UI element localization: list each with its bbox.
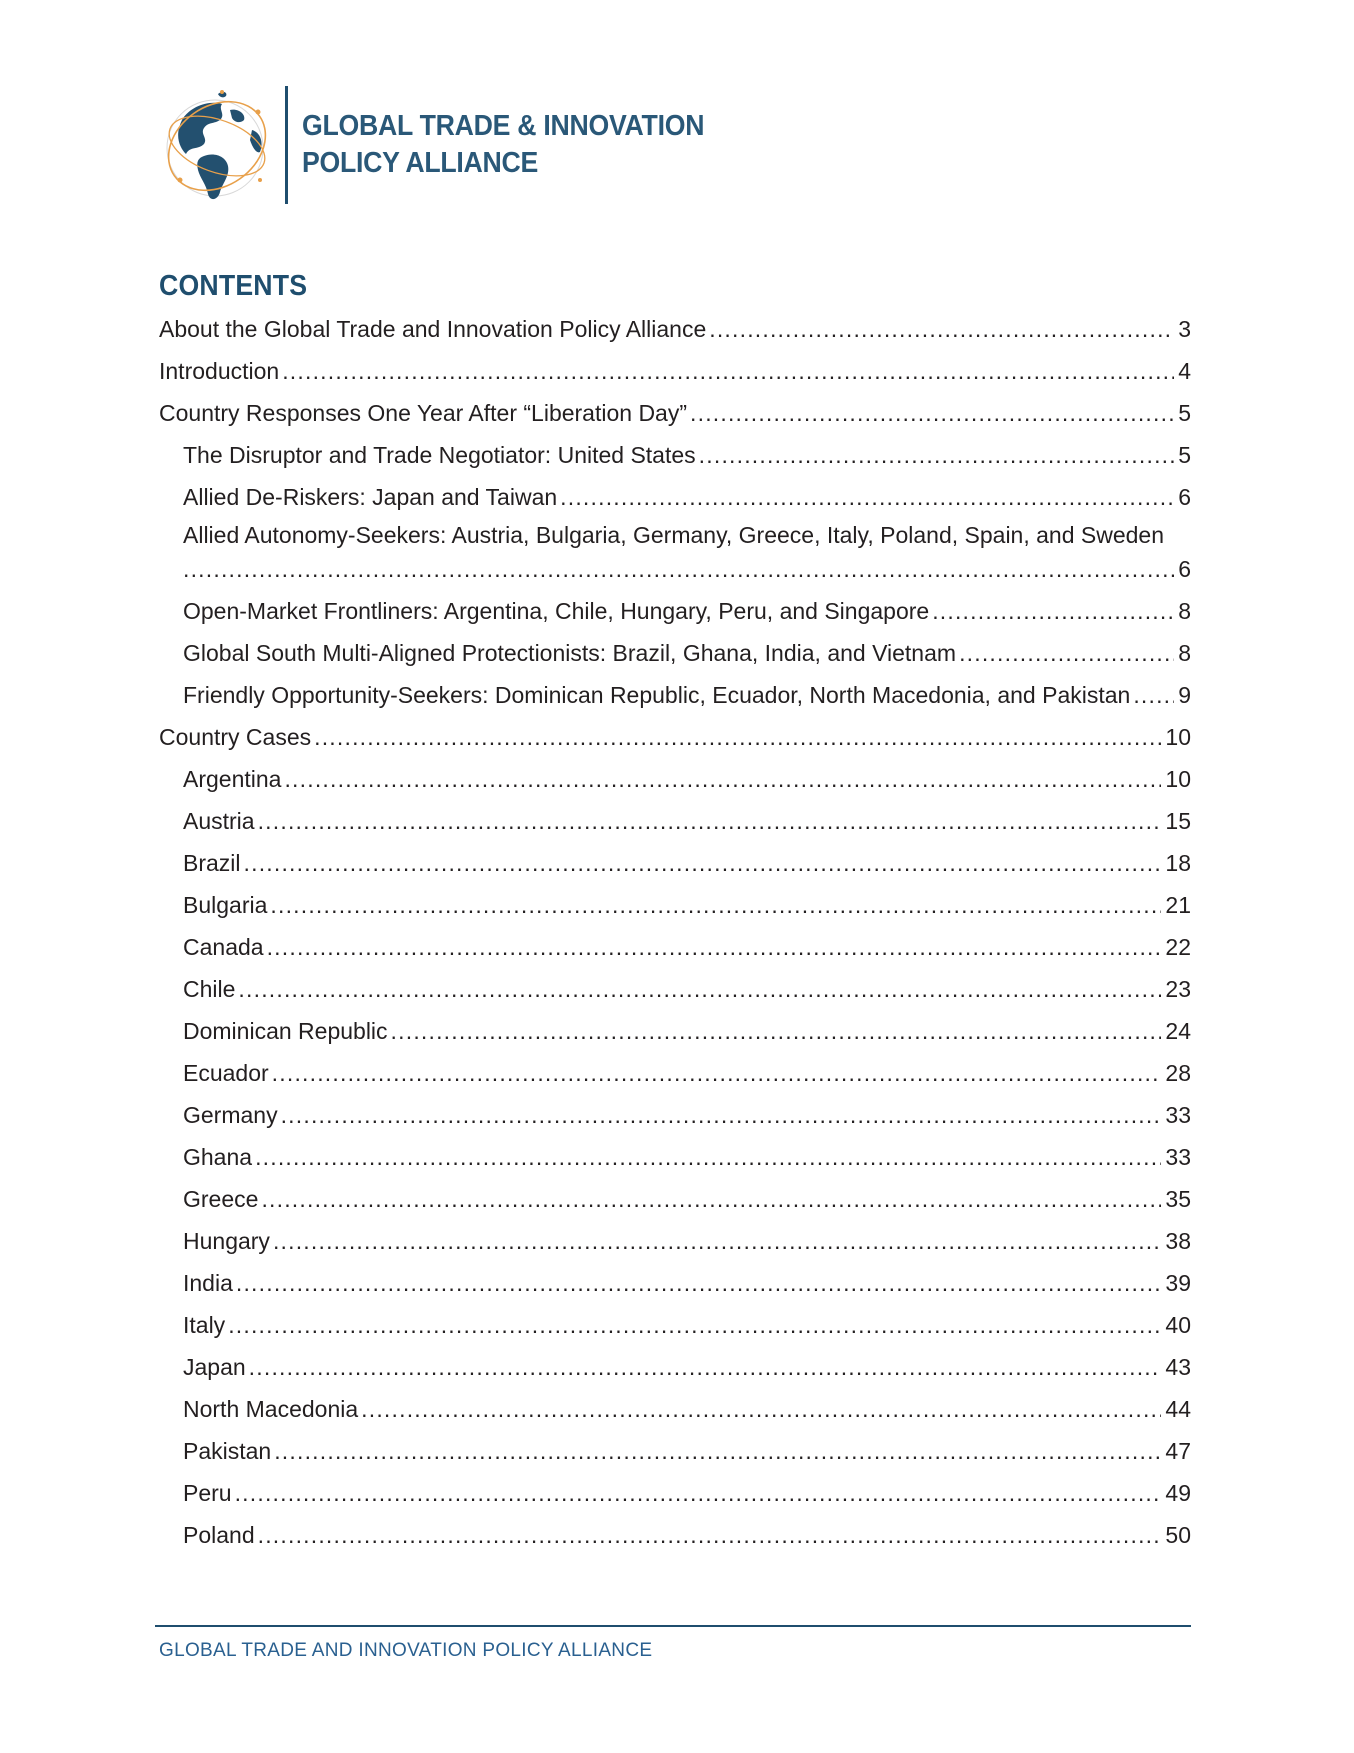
toc-dot-leader bbox=[258, 800, 1162, 842]
toc-entry-page: 23 bbox=[1165, 976, 1191, 1002]
toc-dot-leader bbox=[274, 1430, 1161, 1472]
toc-entry-title: Country Responses One Year After “Liberation Day” bbox=[159, 400, 688, 426]
toc-entry-page: 22 bbox=[1165, 934, 1191, 960]
contents-heading: CONTENTS bbox=[159, 270, 308, 302]
toc-dot-leader bbox=[267, 926, 1162, 968]
toc-entry[interactable] bbox=[159, 758, 1191, 800]
toc-entry-page: 21 bbox=[1165, 892, 1191, 918]
toc-entry-page: 35 bbox=[1165, 1186, 1191, 1212]
toc-entry-page: 33 bbox=[1165, 1144, 1191, 1170]
toc-entry-title: Canada bbox=[183, 934, 264, 960]
toc-dot-leader bbox=[236, 1262, 1162, 1304]
toc-entry-leader-line bbox=[183, 552, 1191, 586]
toc-entry-title: Greece bbox=[183, 1186, 259, 1212]
toc-dot-leader bbox=[228, 1304, 1161, 1346]
toc-dot-leader bbox=[261, 1178, 1161, 1220]
toc-entry-title: About the Global Trade and Innovation Policy Alliance bbox=[159, 316, 707, 342]
toc-entry-title: Poland bbox=[183, 1522, 255, 1548]
organization-name-line-1: GLOBAL TRADE & INNOVATION bbox=[302, 110, 705, 142]
toc-dot-leader bbox=[235, 1472, 1162, 1514]
toc-dot-leader bbox=[560, 476, 1174, 518]
organization-logo bbox=[160, 80, 739, 210]
toc-entry-title: Ghana bbox=[183, 1144, 253, 1170]
toc-dot-leader bbox=[391, 1010, 1162, 1052]
toc-entry[interactable] bbox=[159, 1346, 1191, 1388]
toc-entry[interactable] bbox=[159, 1136, 1191, 1178]
toc-entry-title: Friendly Opportunity-Seekers: Dominican Republic, Ecuador, North Macedonia, and Pakistan bbox=[183, 682, 1131, 708]
toc-dot-leader bbox=[282, 350, 1174, 392]
toc-entry-page: 15 bbox=[1165, 808, 1191, 834]
toc-entry-title: Ecuador bbox=[183, 1060, 269, 1086]
toc-entry-page: 50 bbox=[1165, 1522, 1191, 1548]
toc-entry-page: 6 bbox=[1178, 484, 1191, 510]
toc-dot-leader bbox=[959, 632, 1174, 674]
toc-entry[interactable] bbox=[159, 1304, 1191, 1346]
toc-entry-title: Chile bbox=[183, 976, 236, 1002]
toc-entry[interactable] bbox=[159, 518, 1191, 590]
toc-entry-title: Germany bbox=[183, 1102, 278, 1128]
toc-entry-title: Japan bbox=[183, 1354, 246, 1380]
toc-dot-leader bbox=[270, 884, 1161, 926]
toc-entry[interactable] bbox=[159, 842, 1191, 884]
toc-entry[interactable] bbox=[159, 1514, 1191, 1556]
toc-entry[interactable] bbox=[159, 392, 1191, 434]
toc-entry[interactable] bbox=[159, 674, 1191, 716]
logo-divider bbox=[285, 86, 288, 204]
footer-divider bbox=[155, 1625, 1191, 1627]
toc-dot-leader bbox=[281, 1094, 1162, 1136]
toc-entry[interactable] bbox=[159, 1430, 1191, 1472]
toc-entry[interactable] bbox=[159, 434, 1191, 476]
toc-entry-page: 10 bbox=[1165, 724, 1191, 750]
toc-dot-leader bbox=[249, 1346, 1162, 1388]
toc-entry[interactable] bbox=[159, 1388, 1191, 1430]
organization-name-line-2: POLICY ALLIANCE bbox=[302, 147, 538, 179]
toc-entry-page: 3 bbox=[1178, 316, 1191, 342]
toc-dot-leader bbox=[258, 1514, 1162, 1556]
toc-entry-title: Brazil bbox=[183, 850, 241, 876]
toc-dot-leader bbox=[314, 716, 1161, 758]
toc-entry-title: Peru bbox=[183, 1480, 232, 1506]
toc-dot-leader bbox=[1133, 674, 1174, 716]
toc-entry[interactable] bbox=[159, 1094, 1191, 1136]
toc-dot-leader bbox=[932, 590, 1174, 632]
toc-dot-leader bbox=[284, 758, 1161, 800]
toc-entry-title: Bulgaria bbox=[183, 892, 268, 918]
toc-entry[interactable] bbox=[159, 1220, 1191, 1262]
toc-entry-title: Dominican Republic bbox=[183, 1018, 388, 1044]
toc-entry[interactable] bbox=[159, 350, 1191, 392]
globe-logo-icon bbox=[160, 80, 275, 210]
toc-entry[interactable] bbox=[159, 716, 1191, 758]
toc-entry-title: Country Cases bbox=[159, 724, 312, 750]
toc-entry-page: 6 bbox=[1178, 556, 1191, 582]
toc-dot-leader bbox=[361, 1388, 1161, 1430]
toc-entry-title: Open-Market Frontliners: Argentina, Chile, Hungary, Peru, and Singapore bbox=[183, 598, 930, 624]
toc-entry[interactable] bbox=[159, 1052, 1191, 1094]
toc-entry[interactable] bbox=[159, 926, 1191, 968]
toc-entry-page: 38 bbox=[1165, 1228, 1191, 1254]
toc-entry-page: 28 bbox=[1165, 1060, 1191, 1086]
toc-dot-leader bbox=[272, 1052, 1162, 1094]
toc-entry-title: Introduction bbox=[159, 358, 280, 384]
toc-dot-leader bbox=[244, 842, 1162, 884]
toc-entry-page: 9 bbox=[1178, 682, 1191, 708]
toc-entry-page: 33 bbox=[1165, 1102, 1191, 1128]
toc-entry-page: 47 bbox=[1165, 1438, 1191, 1464]
toc-entry[interactable] bbox=[159, 308, 1191, 350]
toc-entry-page: 8 bbox=[1178, 598, 1191, 624]
toc-entry-title: Austria bbox=[183, 808, 255, 834]
toc-dot-leader bbox=[273, 1220, 1161, 1262]
toc-entry-page: 44 bbox=[1165, 1396, 1191, 1422]
toc-entry[interactable] bbox=[159, 1262, 1191, 1304]
toc-dot-leader bbox=[690, 392, 1174, 434]
toc-entry[interactable] bbox=[159, 1010, 1191, 1052]
toc-entry-page: 40 bbox=[1165, 1312, 1191, 1338]
toc-dot-leader bbox=[709, 308, 1174, 350]
toc-entry[interactable] bbox=[159, 1178, 1191, 1220]
toc-entry-title: Pakistan bbox=[183, 1438, 272, 1464]
toc-entry-title: The Disruptor and Trade Negotiator: United States bbox=[183, 442, 696, 468]
toc-entry-page: 5 bbox=[1178, 442, 1191, 468]
toc-entry-page: 24 bbox=[1165, 1018, 1191, 1044]
toc-entry-page: 18 bbox=[1165, 850, 1191, 876]
toc-entry-title: Italy bbox=[183, 1312, 226, 1338]
toc-entry-page: 4 bbox=[1178, 358, 1191, 384]
toc-entry-title: Global South Multi-Aligned Protectionists: Brazil, Ghana, India, and Vietnam bbox=[183, 640, 957, 666]
toc-dot-leader bbox=[238, 968, 1161, 1010]
toc-entry-page: 49 bbox=[1165, 1480, 1191, 1506]
toc-entry[interactable] bbox=[159, 632, 1191, 674]
toc-entry-page: 5 bbox=[1178, 400, 1191, 426]
toc-entry[interactable] bbox=[159, 590, 1191, 632]
toc-entry[interactable] bbox=[159, 968, 1191, 1010]
organization-name bbox=[302, 108, 704, 182]
footer-text: GLOBAL TRADE AND INNOVATION POLICY ALLIANCE bbox=[159, 1640, 653, 1661]
toc-entry[interactable] bbox=[159, 884, 1191, 926]
toc-entry[interactable] bbox=[159, 476, 1191, 518]
toc-entry-title: Hungary bbox=[183, 1228, 270, 1254]
toc-entry-page: 10 bbox=[1165, 766, 1191, 792]
toc-entry-title: Argentina bbox=[183, 766, 282, 792]
toc-entry-title: Allied Autonomy-Seekers: Austria, Bulgaria, Germany, Greece, Italy, Poland, Spain, and Sweden bbox=[183, 522, 1165, 548]
toc-dot-leader bbox=[699, 434, 1175, 476]
toc-entry-page: 43 bbox=[1165, 1354, 1191, 1380]
toc-entry-title: India bbox=[183, 1270, 233, 1296]
table-of-contents bbox=[159, 308, 1191, 1556]
toc-entry[interactable] bbox=[159, 1472, 1191, 1514]
toc-entry-page: 8 bbox=[1178, 640, 1191, 666]
toc-entry-page: 39 bbox=[1165, 1270, 1191, 1296]
toc-dot-leader bbox=[183, 552, 1174, 586]
toc-dot-leader bbox=[255, 1136, 1161, 1178]
toc-entry[interactable] bbox=[159, 800, 1191, 842]
toc-entry-title: North Macedonia bbox=[183, 1396, 359, 1422]
toc-entry-title: Allied De-Riskers: Japan and Taiwan bbox=[183, 484, 558, 510]
